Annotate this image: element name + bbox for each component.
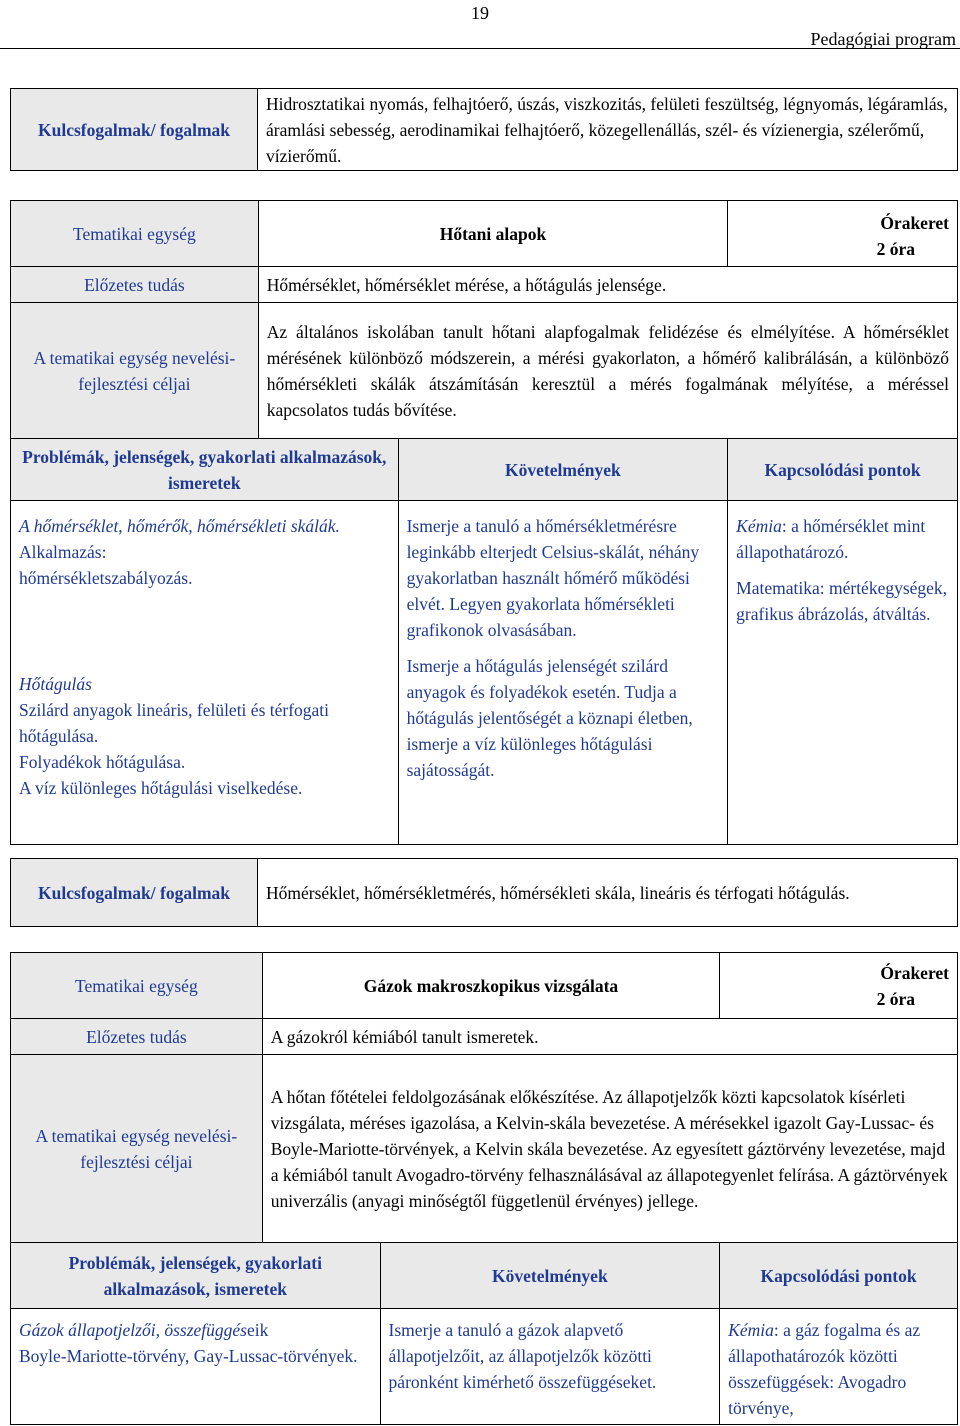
- problem-topic-temperature: A hőmérséklet, hőmérők, hőmérsékleti skálák.: [19, 516, 340, 536]
- prior-knowledge-label: Előzetes tudás: [11, 267, 259, 303]
- connections-header: Kapcsolódási pontok: [728, 439, 958, 501]
- requirement-gas: Ismerje a tanuló a gázok alapvető állapotjelzőit, az állapotjelzők közötti páronként kimérhető összefüggéseket.: [388, 1320, 657, 1392]
- unit-title-3: Gázok makroszkopikus vizsgálata: [262, 953, 719, 1019]
- goals-label-3: A tematikai egység nevelési-fejlesztési céljai: [11, 1055, 263, 1243]
- requirements-header: Követelmények: [398, 439, 728, 501]
- goals-text: Az általános iskolában tanult hőtani alapfogalmak felidézése és elmélyítése. A hőmérséklet mérésének különböző módszerein, a mérési gyakorlaton, a hőmérő kalibrálásán, a különböző hőmérsékleti skálák átszámításán keresztül a mérés fogalmának mélyítése, a méréssel kapcsolatos tudás bővítése.: [258, 303, 957, 439]
- connections-header-3: Kapcsolódási pontok: [720, 1243, 958, 1309]
- unit-table-gases: [10, 952, 958, 1425]
- unit-label: Tematikai egység: [11, 201, 259, 267]
- page-header: [0, 0, 960, 54]
- requirements-cell-3: [380, 1309, 720, 1425]
- key-concepts-text: Hidrosztatikai nyomás, felhajtóerő, úszás, viszkozitás, felületi feszültség, légnyomás, légáramlás, áramlási sebesség, aerodinamikai felhajtóerő, közegellenállás, szél- és vízienergia, szélerőmű, vízierőmű.: [258, 89, 958, 171]
- unit-label-3: Tematikai egység: [11, 953, 263, 1019]
- connections-cell-3: [720, 1309, 958, 1425]
- requirement-2: Ismerje a hőtágulás jelenségét szilárd anyagok és folyadékok esetén. Tudja a hőtágulás jelentőségét a köznapi életben, ismerje a víz különleges hőtágulási sajátosságát.: [406, 656, 693, 780]
- problem-gas-laws: Boyle-Mariotte-törvény, Gay-Lussac-törvények.: [19, 1346, 358, 1366]
- hours-value-3: 2 óra: [876, 988, 915, 1009]
- problems-header: Problémák, jelenségek, gyakorlati alkalmazások, ismeretek: [11, 439, 399, 501]
- goals-label: A tematikai egység nevelési-fejlesztési céljai: [11, 303, 259, 439]
- key-concepts-label: Kulcsfogalmak/ fogalmak: [11, 89, 258, 171]
- problem-water: A víz különleges hőtágulási viselkedése.: [19, 778, 303, 798]
- page-number: 19: [471, 3, 489, 23]
- key-concepts-table-2: [10, 858, 958, 927]
- problem-topic-expansion: Hőtágulás: [19, 674, 92, 694]
- unit-title: Hőtani alapok: [258, 201, 727, 267]
- connection-chemistry-gas: Kémia: a gáz fogalma és az állapothatározók közötti összefüggések: Avogadro törvénye,: [728, 1320, 921, 1418]
- hours-frame: [728, 201, 958, 267]
- connections-cell: [728, 501, 958, 845]
- requirements-header-3: Követelmények: [380, 1243, 720, 1309]
- connection-math: Matematika: mértékegységek, grafikus ábrázolás, átváltás.: [736, 578, 948, 624]
- key-concepts-text-2: Hőmérséklet, hőmérsékletmérés, hőmérsékleti skála, lineáris és térfogati hőtágulás.: [258, 859, 958, 927]
- requirement-1: Ismerje a tanuló a hőmérsékletmérésre leginkább elterjedt Celsius-skálát, néhány gyakorlatban használt hőmérő működési elvét. Legyen gyakorlata hőmérsékleti grafikonok olvasásában.: [406, 516, 700, 640]
- problems-cell: [11, 501, 399, 845]
- connection-chemistry: Kémia: a hőmérséklet mint állapothatározó.: [736, 516, 926, 562]
- requirements-cell: [398, 501, 728, 845]
- prior-knowledge-text-3: A gázokról kémiából tanult ismeretek.: [262, 1019, 957, 1055]
- prior-knowledge-label-3: Előzetes tudás: [11, 1019, 263, 1055]
- key-concepts-table-1: [10, 88, 958, 171]
- unit-table-thermal: [10, 200, 958, 845]
- hours-frame-3: [720, 953, 958, 1019]
- goals-text-3: A hőtan főtételei feldolgozásának előkészítése. Az állapotjelzők közti kapcsolatok kísérleti vizsgálata, méréses igazolása, a Kelvin-skála bevezetése. A mérésekkel igazolt Gay-Lussac- és Boyle-Mariotte-törvények, a Kelvin skála bevezetése. Az egyesített gáztörvény levezetése, majd a kémiából tanult Avogadro-törvény felhasználásával az állapotegyenlet felírása. A gáztörvények univerzális (anyagi minőségtől függetlenül érvényes) jellege.: [262, 1055, 957, 1243]
- program-title: Pedagógiai program: [810, 29, 956, 49]
- prior-knowledge-text: Hőmérséklet, hőmérséklet mérése, a hőtágulás jelensége.: [258, 267, 957, 303]
- problem-application-label: Alkalmazás:: [19, 542, 107, 562]
- problem-solids: Szilárd anyagok lineáris, felületi és térfogati hőtágulása.: [19, 700, 330, 746]
- problem-gas-state: Gázok állapotjelzői, összefüggéseik: [19, 1320, 269, 1340]
- header-rule: [0, 48, 960, 49]
- hours-label-3: Órakeret: [880, 962, 949, 983]
- problems-cell-3: [11, 1309, 381, 1425]
- hours-label: Órakeret: [880, 212, 949, 233]
- hours-value: 2 óra: [876, 238, 915, 259]
- problem-liquids: Folyadékok hőtágulása.: [19, 752, 186, 772]
- problem-application-text: hőmérsékletszabályozás.: [19, 568, 193, 588]
- problems-header-3: Problémák, jelenségek, gyakorlati alkalmazások, ismeretek: [11, 1243, 381, 1309]
- key-concepts-label-2: Kulcsfogalmak/ fogalmak: [11, 859, 258, 927]
